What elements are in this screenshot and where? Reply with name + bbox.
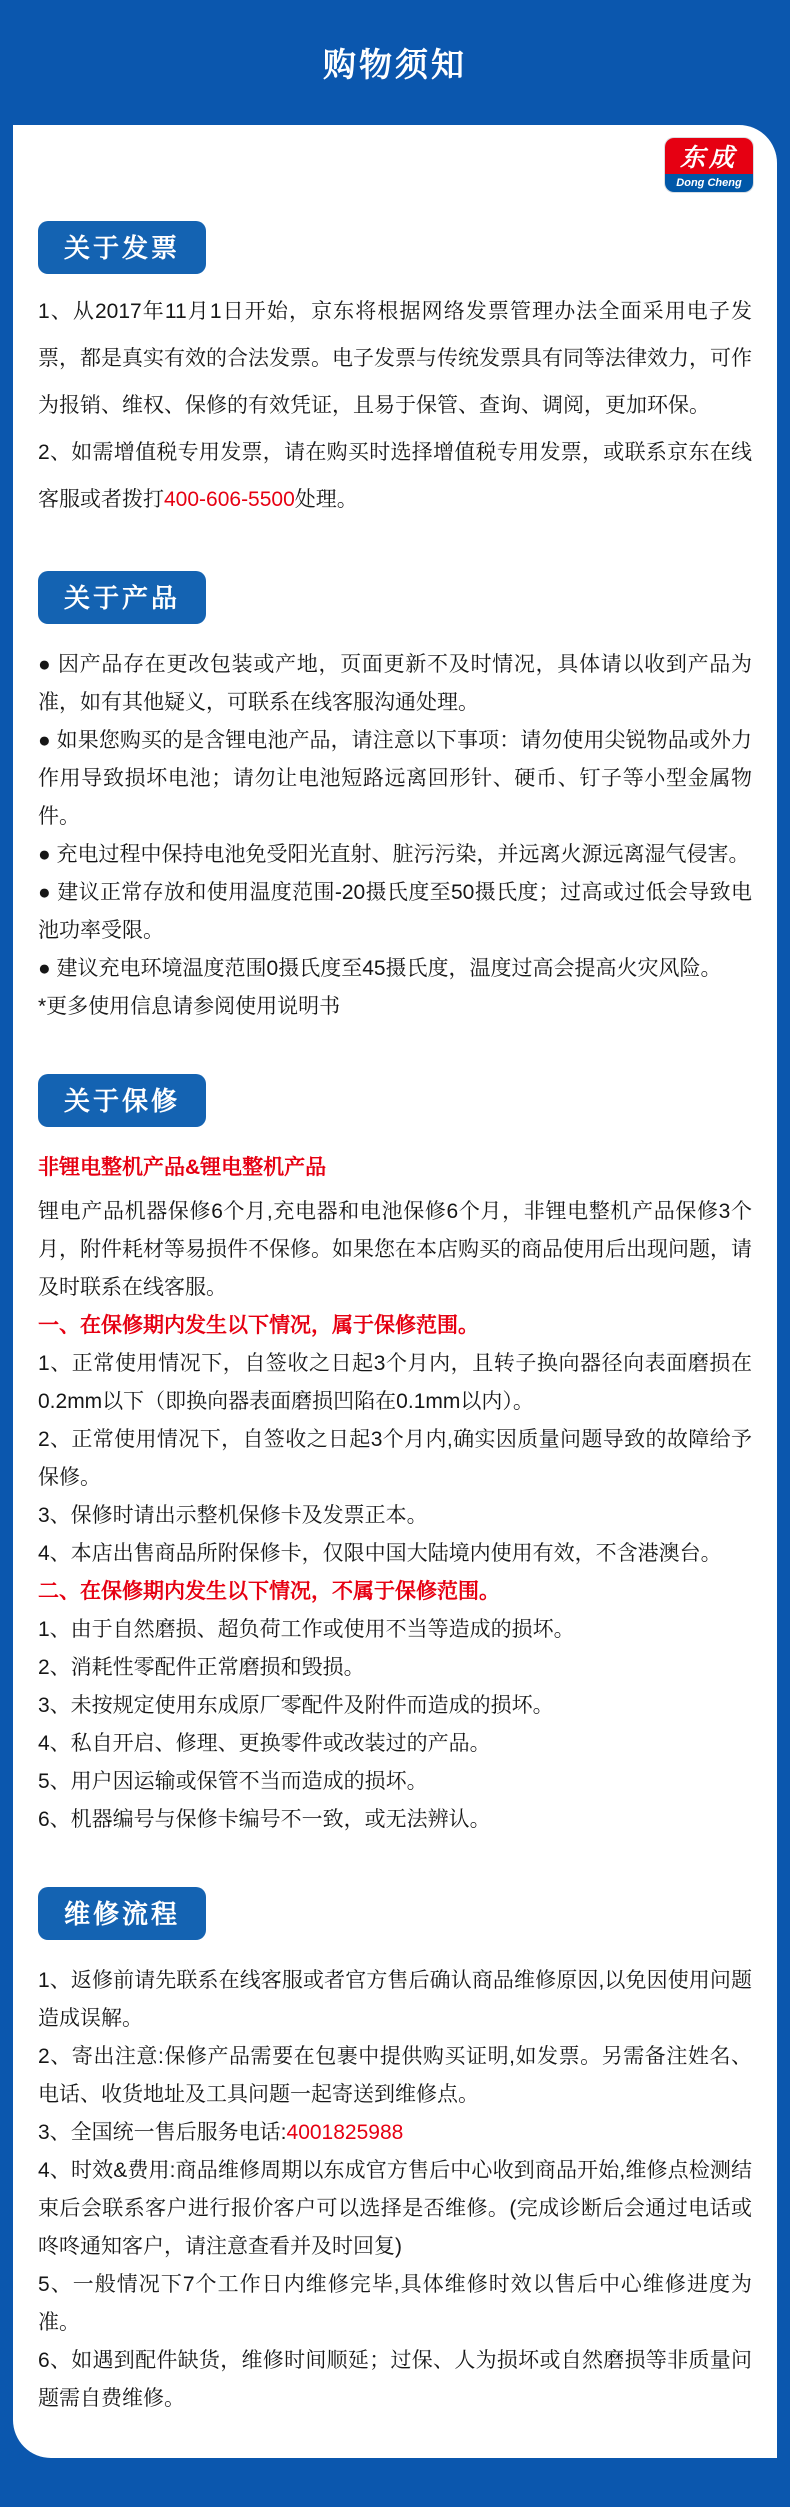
repair-step-1: 1、返修前请先联系在线客服或者官方售后确认商品维修原因,以免因使用问题造成误解。 [38,1969,752,2030]
warranty-not-covered-title: 二、在保修期内发生以下情况，不属于保修范围。 [38,1580,500,1603]
invoice-hotline-number: 400-606-5500 [164,488,295,511]
section-heading-repair: 维修流程 [38,1887,206,1940]
warranty-covered-item-3: 3、保修时请出示整机保修卡及发票正本。 [38,1504,428,1527]
dongcheng-brand-logo [665,138,753,192]
product-bullet-1: ● 因产品存在更改包装或产地，页面更新不及时情况，具体请以收到产品为准，如有其他疑义，可联系在线客服沟通处理。 [38,653,752,714]
warranty-not-covered-item-6: 6、机器编号与保修卡编号不一致，或无法辨认。 [38,1808,491,1831]
warranty-not-covered-item-1: 1、由于自然磨损、超负荷工作或使用不当等造成的损坏。 [38,1618,575,1641]
warranty-not-covered-item-5: 5、用户因运输或保管不当而造成的损坏。 [38,1770,428,1793]
warranty-not-covered-item-2: 2、消耗性零配件正常磨损和毁损。 [38,1656,365,1679]
logo-cn-text: 东成 [665,138,753,174]
section-repair-process [38,1887,752,2418]
warranty-covered-item-2: 2、正常使用情况下，自签收之日起3个月内,确实因质量问题导致的故障给予保修。 [38,1428,752,1489]
repair-step-5: 5、一般情况下7个工作日内维修完毕,具体维修时效以售后中心维修进度为准。 [38,2273,752,2334]
section-warranty [38,1074,752,1839]
repair-step-3 [38,2114,752,2152]
warranty-intro: 锂电产品机器保修6个月,充电器和电池保修6个月，非锂电整机产品保修3个月，附件耗材等易损件不保修。如果您在本店购买的商品使用后出现问题，请及时联系在线客服。 [38,1200,752,1299]
section-heading-invoice: 关于发票 [38,221,206,274]
logo-en-text: Dong Cheng [665,174,753,192]
product-bullet-2: ● 如果您购买的是含锂电池产品，请注意以下事项：请勿使用尖锐物品或外力作用导致损坏电池；请勿让电池短路远离回形针、硬币、钉子等小型金属物件。 [38,729,752,828]
product-bullet-3: ● 充电过程中保持电池免受阳光直射、脏污污染，并远离火源远离湿气侵害。 [38,843,750,866]
section-product [38,571,752,1026]
warranty-not-covered-item-4: 4、私自开启、修理、更换零件或改装过的产品。 [38,1732,491,1755]
warranty-covered-item-4: 4、本店出售商品所附保修卡，仅限中国大陆境内使用有效，不含港澳台。 [38,1542,722,1565]
product-manual-note: *更多使用信息请参阅使用说明书 [38,995,341,1018]
product-bullet-5: ● 建议充电环境温度范围0摄氏度至45摄氏度，温度过高会提高火灾风险。 [38,957,722,980]
warranty-not-covered-item-3: 3、未按规定使用东成原厂零配件及附件而造成的损坏。 [38,1694,554,1717]
section-invoice [38,221,752,523]
invoice-paragraph-2-suffix: 处理。 [294,488,358,511]
repair-step-6: 6、如遇到配件缺货，维修时间顺延；过保、人为损坏或自然磨损等非质量问题需自费维修。 [38,2349,752,2410]
content-card [13,125,777,2458]
repair-step-4: 4、时效&费用:商品维修周期以东成官方售后中心收到商品开始,维修点检测结束后会联系客户进行报价客户可以选择是否维修。(完成诊断后会通过电话或咚咚通知客户，请注意查看并及时回复) [38,2159,752,2258]
repair-step-2: 2、寄出注意:保修产品需要在包裹中提供购买证明,如发票。另需备注姓名、电话、收货地址及工具问题一起寄送到维修点。 [38,2045,752,2106]
page-footer-spacer [0,2458,790,2507]
section-heading-product: 关于产品 [38,571,206,624]
section-heading-warranty: 关于保修 [38,1074,206,1127]
product-bullet-4: ● 建议正常存放和使用温度范围-20摄氏度至50摄氏度；过高或过低会导致电池功率受限。 [38,881,752,942]
service-hotline-number: 4001825988 [286,2121,404,2144]
warranty-subtitle: 非锂电整机产品&锂电整机产品 [38,1156,327,1179]
warranty-covered-item-1: 1、正常使用情况下，自签收之日起3个月内，且转子换向器径向表面磨损在0.2mm以下（即换向器表面磨损凹陷在0.1mm以内）。 [38,1352,752,1413]
invoice-paragraph-1: 1、从2017年11月1日开始，京东将根据网络发票管理办法全面采用电子发票，都是真实有效的合法发票。电子发票与传统发票具有同等法律效力，可作为报销、维权、保修的有效凭证，且易于保管、查询、调阅，更加环保。 [38,300,752,417]
warranty-covered-title: 一、在保修期内发生以下情况，属于保修范围。 [38,1314,479,1337]
page-header [0,0,790,125]
invoice-paragraph-2 [38,429,752,523]
repair-step-3-prefix: 3、全国统一售后服务电话: [38,2121,287,2144]
invoice-paragraph-2-prefix: 2、如需增值税专用发票，请在购买时选择增值税专用发票，或联系京东在线客服或者拨打 [38,441,752,511]
page-title: 购物须知 [323,46,467,83]
